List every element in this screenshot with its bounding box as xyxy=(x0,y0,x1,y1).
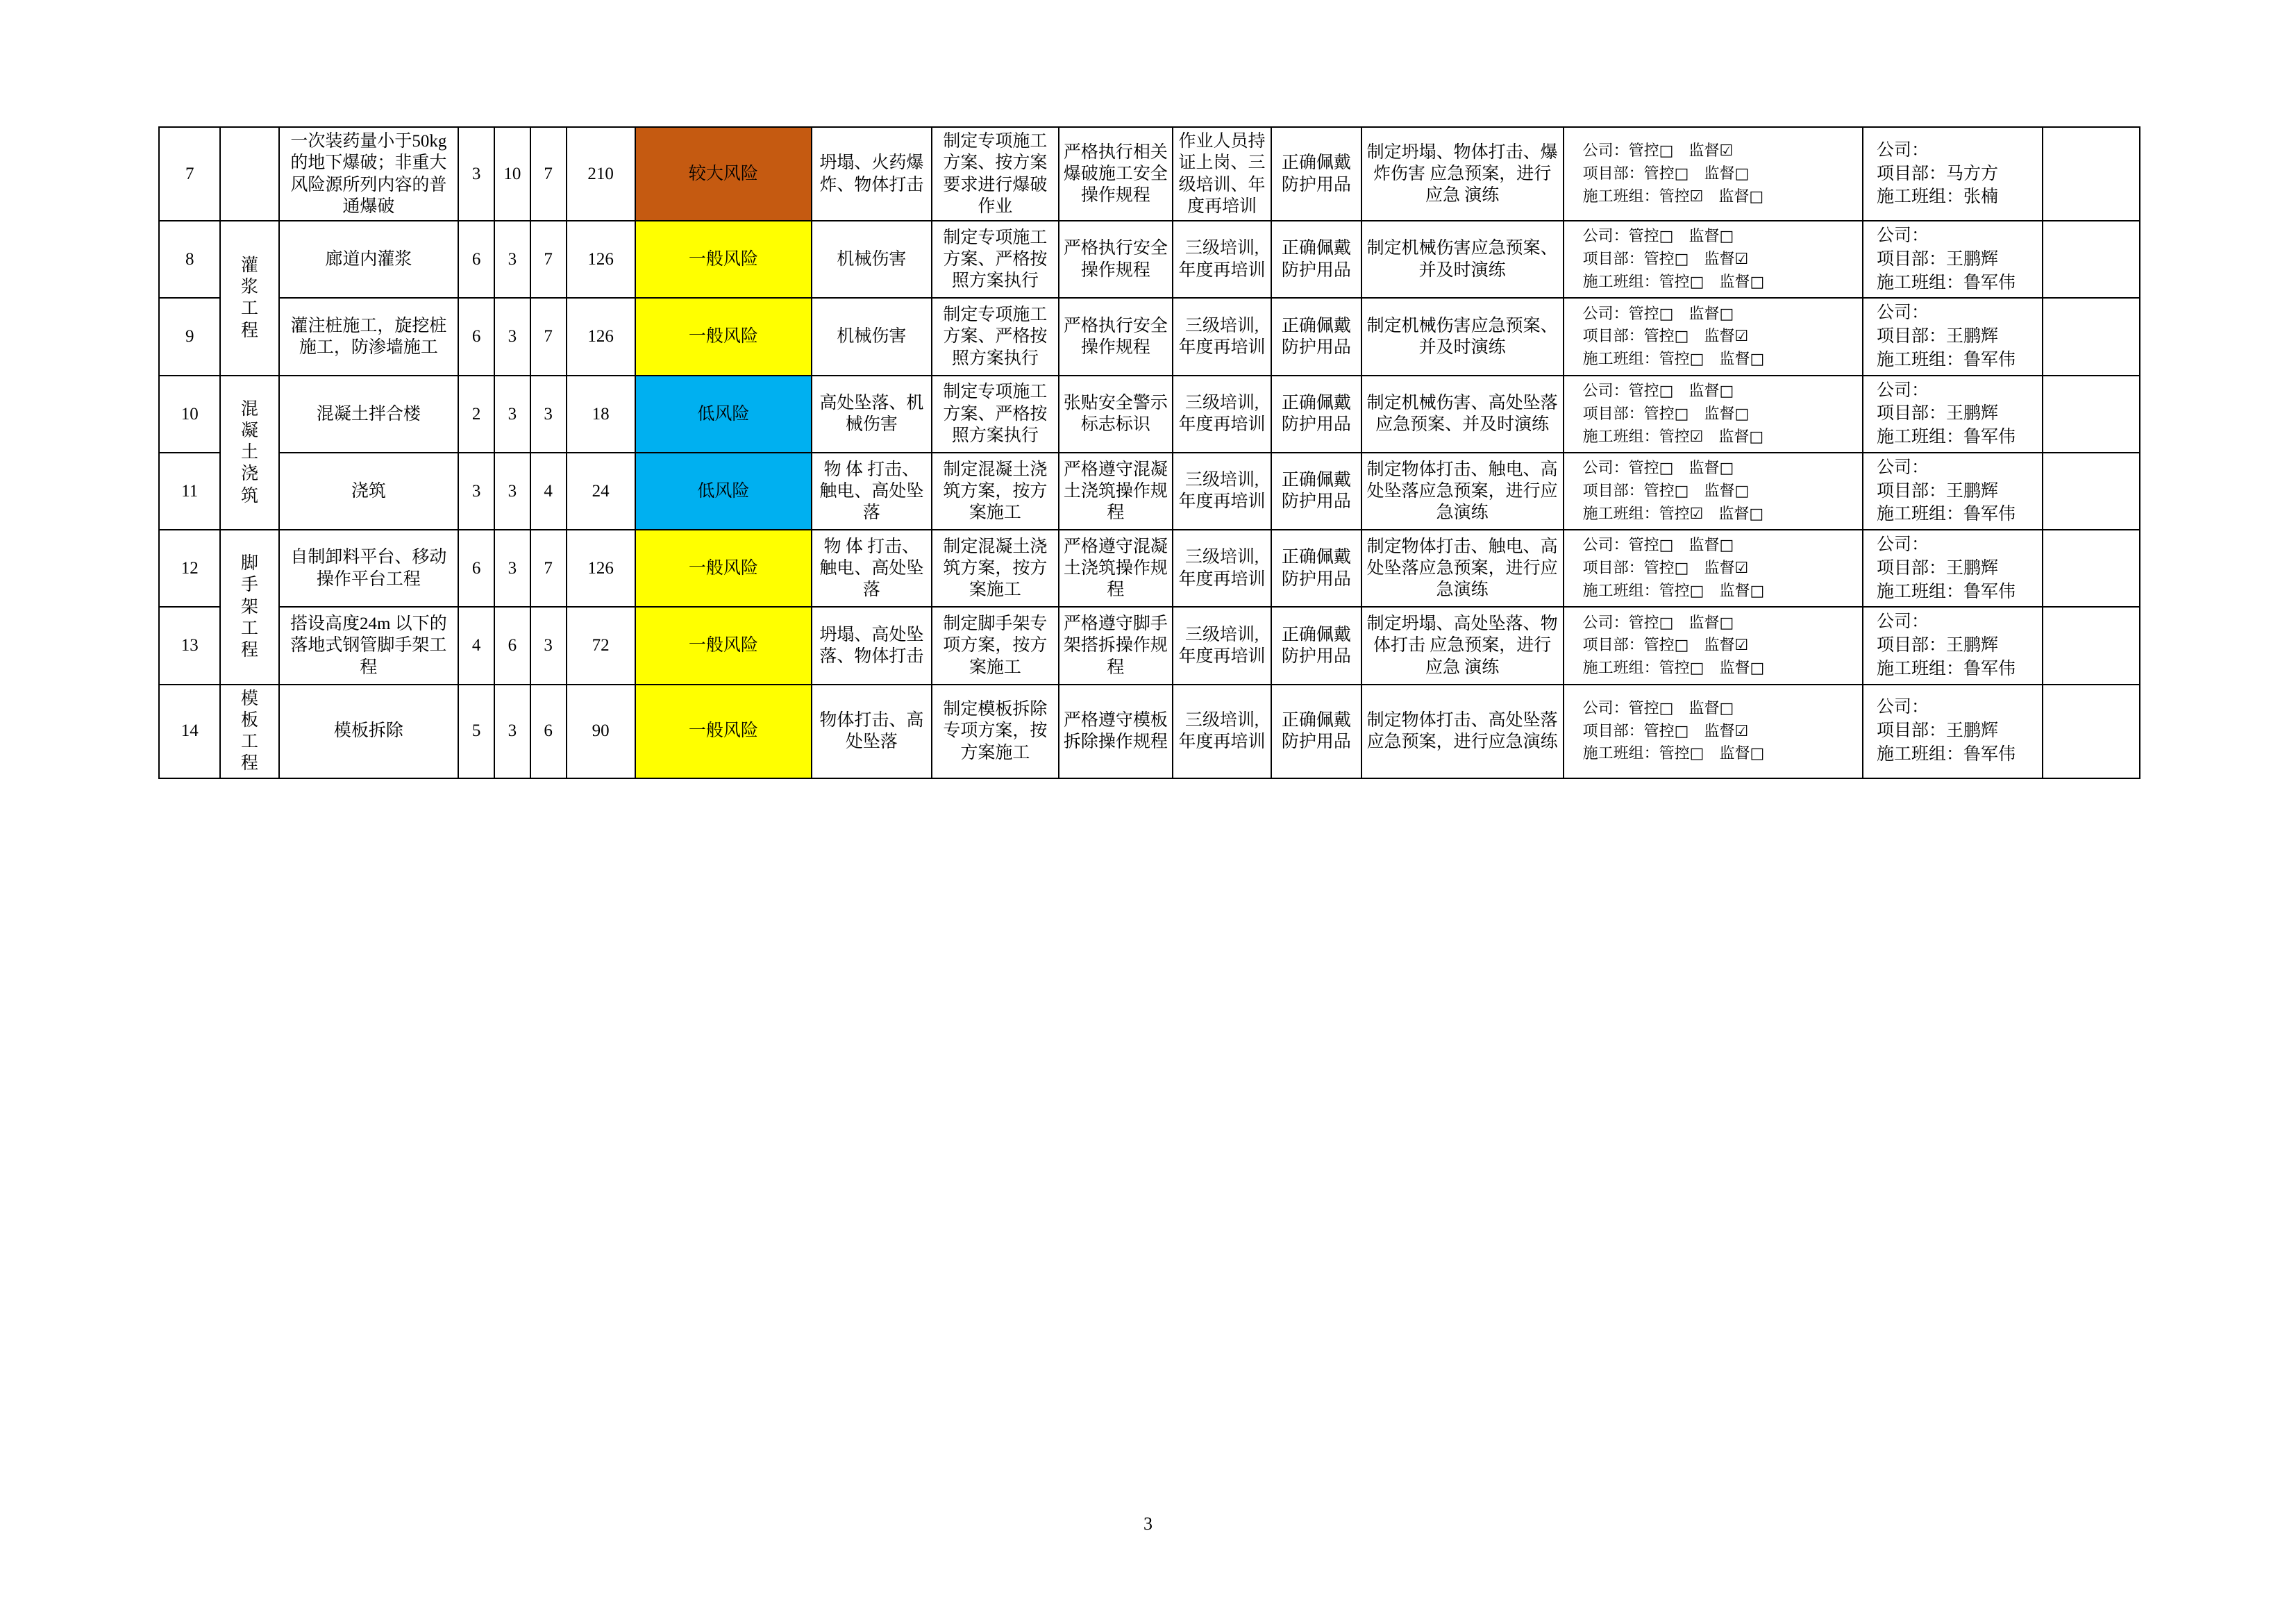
cell-consequence: 7 xyxy=(530,127,567,221)
table-row xyxy=(159,221,2140,298)
cell-risk-value: 90 xyxy=(567,685,635,778)
cell-exposure: 3 xyxy=(494,530,530,607)
cell-control-level xyxy=(1564,530,1863,607)
responsible-list xyxy=(1867,379,2038,449)
control-row-label-team: 施工班组： xyxy=(1582,744,1659,762)
cell-category xyxy=(220,685,278,778)
cell-consequence: 7 xyxy=(530,298,567,375)
cell-risk-level: 一般风险 xyxy=(635,607,812,684)
responsible-list xyxy=(1867,301,2038,371)
control-checkbox-group xyxy=(1568,380,1859,449)
table-row xyxy=(159,685,2140,778)
responsible-list xyxy=(1867,139,2038,209)
cell-remark xyxy=(2043,530,2140,607)
cell-likelihood: 4 xyxy=(458,607,494,684)
checkbox-supervise-project[interactable]: 监督☑ xyxy=(1704,722,1749,740)
checkbox-control-project[interactable]: 管控□ xyxy=(1643,251,1689,269)
cell-training: 三级培训,年度再培训 xyxy=(1173,221,1271,298)
checkbox-control-project[interactable]: 管控□ xyxy=(1643,637,1689,655)
control-row-company xyxy=(1583,697,1859,720)
checkbox-supervise-project[interactable]: 监督☑ xyxy=(1704,637,1749,655)
checkbox-supervise-team[interactable]: 监督□ xyxy=(1719,660,1765,678)
cell-exposure: 6 xyxy=(494,607,530,684)
control-row-label-company: 公司： xyxy=(1582,459,1629,477)
cell-risk-value: 126 xyxy=(567,221,635,298)
control-row-project xyxy=(1583,162,1859,185)
control-row-company xyxy=(1583,534,1859,557)
responsible-list xyxy=(1867,224,2038,294)
checkbox-supervise-company[interactable]: 监督□ xyxy=(1689,305,1734,323)
cell-likelihood: 6 xyxy=(458,298,494,375)
control-row-team xyxy=(1583,185,1859,208)
responsible-project: 项目部：马方方 xyxy=(1876,164,1998,183)
responsible-team: 施工班组：鲁军伟 xyxy=(1876,350,2016,369)
cell-measure-management: 严格遵守脚手架搭拆操作规程 xyxy=(1059,607,1173,684)
cell-remark xyxy=(2043,298,2140,375)
checkbox-supervise-company[interactable]: 监督□ xyxy=(1689,614,1734,632)
checkbox-supervise-project[interactable]: 监督□ xyxy=(1704,165,1750,183)
checkbox-control-project[interactable]: 管控□ xyxy=(1643,560,1689,578)
cell-likelihood: 2 xyxy=(458,376,494,453)
cell-remark xyxy=(2043,453,2140,530)
checkbox-control-company[interactable]: 管控□ xyxy=(1628,460,1674,478)
control-row-project xyxy=(1583,634,1859,657)
cell-control-level xyxy=(1564,221,1863,298)
control-row-team xyxy=(1583,426,1859,449)
cell-emergency-plan: 制定物体打击、触电、高处坠落应急预案，进行应急演练 xyxy=(1361,530,1564,607)
cell-remark xyxy=(2043,685,2140,778)
cell-hazard: 机械伤害 xyxy=(812,221,932,298)
table-row xyxy=(159,530,2140,607)
checkbox-supervise-project[interactable]: 监督□ xyxy=(1704,405,1750,423)
control-row-team xyxy=(1583,742,1859,765)
cell-row-number: 14 xyxy=(159,685,220,778)
cell-exposure: 3 xyxy=(494,221,530,298)
checkbox-supervise-project[interactable]: 监督☑ xyxy=(1704,251,1749,269)
cell-activity: 混凝土拌合楼 xyxy=(279,376,459,453)
table-row xyxy=(159,376,2140,453)
checkbox-control-project[interactable]: 管控□ xyxy=(1643,722,1689,740)
cell-risk-value: 18 xyxy=(567,376,635,453)
control-row-label-company: 公司： xyxy=(1582,536,1629,554)
category-label: 脚手架工程 xyxy=(240,554,258,660)
cell-consequence: 7 xyxy=(530,530,567,607)
table-row xyxy=(159,453,2140,530)
cell-measure-technical: 制定专项施工方案、严格按照方案执行 xyxy=(932,376,1059,453)
cell-row-number: 8 xyxy=(159,221,220,298)
responsible-team: 施工班组：鲁军伟 xyxy=(1876,428,2016,446)
cell-measure-management: 张贴安全警示标志标识 xyxy=(1059,376,1173,453)
responsible-list xyxy=(1867,533,2038,603)
checkbox-control-company[interactable]: 管控□ xyxy=(1628,228,1674,246)
cell-control-level xyxy=(1564,453,1863,530)
checkbox-control-team[interactable]: 管控□ xyxy=(1659,583,1704,601)
cell-control-level xyxy=(1564,685,1863,778)
cell-measure-technical: 制定模板拆除专项方案，按方案施工 xyxy=(932,685,1059,778)
cell-emergency-plan: 制定坍塌、物体打击、爆炸伤害 应急预案，进行应急 演练 xyxy=(1361,127,1564,221)
checkbox-control-company[interactable]: 管控□ xyxy=(1628,537,1674,555)
cell-likelihood: 6 xyxy=(458,221,494,298)
checkbox-supervise-company[interactable]: 监督□ xyxy=(1689,228,1734,246)
cell-hazard: 高处坠落、机械伤害 xyxy=(812,376,932,453)
control-row-label-project: 项目部： xyxy=(1582,327,1644,345)
cell-consequence: 3 xyxy=(530,376,567,453)
cell-measure-technical: 制定专项施工方案、按方案要求进行爆破作业 xyxy=(932,127,1059,221)
control-row-label-project: 项目部： xyxy=(1582,559,1644,577)
cell-exposure: 3 xyxy=(494,298,530,375)
checkbox-supervise-team[interactable]: 监督□ xyxy=(1719,274,1765,292)
control-checkbox-group xyxy=(1568,612,1859,680)
control-row-project xyxy=(1583,480,1859,503)
checkbox-control-team[interactable]: 管控□ xyxy=(1659,660,1704,678)
cell-likelihood: 5 xyxy=(458,685,494,778)
control-row-label-team: 施工班组： xyxy=(1582,504,1659,522)
cell-activity: 灌注桩施工，旋挖桩施工，防渗墙施工 xyxy=(279,298,459,375)
cell-ppe: 正确佩戴防护用品 xyxy=(1271,685,1361,778)
table-row xyxy=(159,607,2140,684)
cell-training: 三级培训,年度再培训 xyxy=(1173,607,1271,684)
responsible-project: 项目部：王鹏辉 xyxy=(1876,481,1998,501)
cell-responsible-person xyxy=(1863,685,2043,778)
cell-consequence: 6 xyxy=(530,685,567,778)
cell-category xyxy=(220,376,278,530)
control-row-label-team: 施工班组： xyxy=(1582,582,1659,600)
cell-measure-management: 严格遵守模板拆除操作规程 xyxy=(1059,685,1173,778)
cell-row-number: 10 xyxy=(159,376,220,453)
control-row-label-company: 公司： xyxy=(1582,304,1629,322)
control-checkbox-group xyxy=(1568,697,1859,766)
responsible-company: 公司： xyxy=(1876,303,1929,323)
checkbox-supervise-project[interactable]: 监督☑ xyxy=(1704,560,1749,578)
checkbox-supervise-company[interactable]: 监督☑ xyxy=(1689,142,1734,160)
cell-remark xyxy=(2043,376,2140,453)
cell-ppe: 正确佩戴防护用品 xyxy=(1271,530,1361,607)
cell-consequence: 3 xyxy=(530,607,567,684)
cell-category xyxy=(220,530,278,685)
control-checkbox-group xyxy=(1568,225,1859,294)
control-row-label-project: 项目部： xyxy=(1582,165,1644,183)
control-row-label-project: 项目部： xyxy=(1582,721,1644,739)
cell-row-number: 12 xyxy=(159,530,220,607)
table-row xyxy=(159,298,2140,375)
control-row-project xyxy=(1583,720,1859,743)
control-row-label-company: 公司： xyxy=(1582,142,1629,160)
responsible-list xyxy=(1867,610,2038,680)
control-checkbox-group xyxy=(1568,303,1859,371)
cell-risk-level: 一般风险 xyxy=(635,530,812,607)
control-checkbox-group xyxy=(1568,534,1859,603)
control-row-label-project: 项目部： xyxy=(1582,404,1644,422)
responsible-list xyxy=(1867,456,2038,526)
responsible-project: 项目部：王鹏辉 xyxy=(1876,404,1998,424)
cell-exposure: 10 xyxy=(494,127,530,221)
cell-responsible-person xyxy=(1863,221,2043,298)
control-row-company xyxy=(1583,303,1859,326)
control-row-company xyxy=(1583,140,1859,162)
cell-exposure: 3 xyxy=(494,453,530,530)
responsible-project: 项目部：王鹏辉 xyxy=(1876,721,1998,741)
control-row-project xyxy=(1583,403,1859,426)
cell-ppe: 正确佩戴防护用品 xyxy=(1271,376,1361,453)
control-row-team xyxy=(1583,657,1859,680)
category-label: 混凝土浇筑 xyxy=(240,399,258,505)
control-checkbox-group xyxy=(1568,457,1859,526)
control-row-project xyxy=(1583,325,1859,348)
cell-control-level xyxy=(1564,376,1863,453)
responsible-project: 项目部：王鹏辉 xyxy=(1876,327,1998,346)
cell-hazard: 物 体 打击、触电、高处坠落 xyxy=(812,453,932,530)
cell-measure-management: 严格执行安全操作规程 xyxy=(1059,221,1173,298)
responsible-company: 公司： xyxy=(1876,535,1929,554)
checkbox-control-team[interactable]: 管控☑ xyxy=(1659,505,1704,523)
checkbox-supervise-company[interactable]: 监督□ xyxy=(1689,460,1734,478)
control-row-label-company: 公司： xyxy=(1582,613,1629,631)
cell-measure-technical: 制定混凝土浇筑方案，按方案施工 xyxy=(932,453,1059,530)
checkbox-supervise-team[interactable]: 监督□ xyxy=(1719,351,1765,369)
cell-risk-value: 72 xyxy=(567,607,635,684)
cell-risk-level: 较大风险 xyxy=(635,127,812,221)
cell-training: 三级培训,年度再培训 xyxy=(1173,530,1271,607)
cell-measure-management: 严格遵守混凝土浇筑操作规程 xyxy=(1059,530,1173,607)
checkbox-control-team[interactable]: 管控☑ xyxy=(1659,187,1704,206)
cell-training: 作业人员持证上岗、三级培训、年度再培训 xyxy=(1173,127,1271,221)
cell-activity: 浇筑 xyxy=(279,453,459,530)
checkbox-control-project[interactable]: 管控□ xyxy=(1643,328,1689,346)
cell-emergency-plan: 制定物体打击、触电、高处坠落应急预案，进行应急演练 xyxy=(1361,453,1564,530)
risk-assessment-table xyxy=(158,126,2140,779)
checkbox-supervise-company[interactable]: 监督□ xyxy=(1689,537,1734,555)
responsible-team: 施工班组：张楠 xyxy=(1876,187,1998,207)
cell-activity: 自制卸料平台、移动操作平台工程 xyxy=(279,530,459,607)
cell-hazard: 机械伤害 xyxy=(812,298,932,375)
checkbox-control-team[interactable]: 管控☑ xyxy=(1659,428,1704,446)
control-row-label-team: 施工班组： xyxy=(1582,187,1659,205)
responsible-company: 公司： xyxy=(1876,698,1929,717)
cell-measure-management: 严格执行相关爆破施工安全操作规程 xyxy=(1059,127,1173,221)
control-row-label-project: 项目部： xyxy=(1582,481,1644,499)
checkbox-control-company[interactable]: 管控□ xyxy=(1628,305,1674,323)
cell-remark xyxy=(2043,221,2140,298)
cell-measure-technical: 制定专项施工方案、严格按照方案执行 xyxy=(932,221,1059,298)
checkbox-control-company[interactable]: 管控□ xyxy=(1628,614,1674,632)
responsible-team: 施工班组：鲁军伟 xyxy=(1876,273,2016,292)
control-row-company xyxy=(1583,380,1859,403)
category-label: 模板工程 xyxy=(240,689,258,773)
cell-ppe: 正确佩戴防护用品 xyxy=(1271,127,1361,221)
cell-emergency-plan: 制定机械伤害、高处坠落应急预案、并及时演练 xyxy=(1361,376,1564,453)
cell-risk-value: 24 xyxy=(567,453,635,530)
cell-activity: 搭设高度24m 以下的落地式钢管脚手架工程 xyxy=(279,607,459,684)
control-row-team xyxy=(1583,503,1859,526)
cell-responsible-person xyxy=(1863,530,2043,607)
cell-emergency-plan: 制定机械伤害应急预案、并及时演练 xyxy=(1361,298,1564,375)
responsible-team: 施工班组：鲁军伟 xyxy=(1876,582,2016,601)
cell-ppe: 正确佩戴防护用品 xyxy=(1271,607,1361,684)
checkbox-control-company[interactable]: 管控□ xyxy=(1628,382,1674,400)
control-row-company xyxy=(1583,225,1859,248)
cell-risk-value: 126 xyxy=(567,298,635,375)
checkbox-supervise-company[interactable]: 监督□ xyxy=(1689,382,1734,400)
cell-row-number: 13 xyxy=(159,607,220,684)
checkbox-supervise-team[interactable]: 监督□ xyxy=(1718,187,1764,206)
cell-emergency-plan: 制定机械伤害应急预案、并及时演练 xyxy=(1361,221,1564,298)
page-number: 3 xyxy=(1143,1514,1153,1534)
checkbox-supervise-team[interactable]: 监督□ xyxy=(1719,745,1765,763)
cell-hazard: 物 体 打击、触电、高处坠落 xyxy=(812,530,932,607)
checkbox-supervise-team[interactable]: 监督□ xyxy=(1719,583,1765,601)
responsible-company: 公司： xyxy=(1876,226,1929,245)
cell-activity: 廊道内灌浆 xyxy=(279,221,459,298)
control-row-company xyxy=(1583,612,1859,635)
cell-control-level xyxy=(1564,298,1863,375)
cell-likelihood: 3 xyxy=(458,453,494,530)
cell-risk-level: 低风险 xyxy=(635,376,812,453)
cell-training: 三级培训,年度再培训 xyxy=(1173,298,1271,375)
cell-likelihood: 6 xyxy=(458,530,494,607)
checkbox-supervise-company[interactable]: 监督□ xyxy=(1689,699,1734,717)
cell-risk-level: 一般风险 xyxy=(635,221,812,298)
cell-remark xyxy=(2043,607,2140,684)
cell-emergency-plan: 制定物体打击、高处坠落应急预案，进行应急演练 xyxy=(1361,685,1564,778)
control-row-project xyxy=(1583,557,1859,580)
responsible-company: 公司： xyxy=(1876,380,1929,400)
cell-hazard: 坍塌、高处坠落、物体打击 xyxy=(812,607,932,684)
cell-responsible-person xyxy=(1863,453,2043,530)
responsible-team: 施工班组：鲁军伟 xyxy=(1876,505,2016,524)
responsible-company: 公司： xyxy=(1876,140,1929,160)
responsible-project: 项目部：王鹏辉 xyxy=(1876,249,1998,269)
category-label: 灌浆工程 xyxy=(240,256,258,340)
control-row-team xyxy=(1583,580,1859,603)
control-row-label-project: 项目部： xyxy=(1582,250,1644,268)
checkbox-control-project[interactable]: 管控□ xyxy=(1643,405,1689,423)
cell-responsible-person xyxy=(1863,607,2043,684)
responsible-team: 施工班组：鲁军伟 xyxy=(1876,659,2016,678)
checkbox-supervise-team[interactable]: 监督□ xyxy=(1718,428,1764,446)
checkbox-control-team[interactable]: 管控□ xyxy=(1659,351,1704,369)
control-row-label-team: 施工班组： xyxy=(1582,273,1659,291)
cell-measure-management: 严格执行安全操作规程 xyxy=(1059,298,1173,375)
control-row-label-company: 公司： xyxy=(1582,698,1629,717)
cell-remark xyxy=(2043,127,2140,221)
checkbox-supervise-project[interactable]: 监督☑ xyxy=(1704,328,1749,346)
cell-risk-value: 210 xyxy=(567,127,635,221)
cell-measure-management: 严格遵守混凝土浇筑操作规程 xyxy=(1059,453,1173,530)
cell-risk-value: 126 xyxy=(567,530,635,607)
control-row-team xyxy=(1583,348,1859,371)
responsible-project: 项目部：王鹏辉 xyxy=(1876,558,1998,578)
table-body xyxy=(159,127,2140,778)
cell-responsible-person xyxy=(1863,376,2043,453)
responsible-list xyxy=(1867,696,2038,766)
cell-row-number: 7 xyxy=(159,127,220,221)
cell-activity: 一次装药量小于50kg的地下爆破；非重大风险源所列内容的普通爆破 xyxy=(279,127,459,221)
cell-ppe: 正确佩戴防护用品 xyxy=(1271,453,1361,530)
cell-control-level xyxy=(1564,127,1863,221)
cell-row-number: 11 xyxy=(159,453,220,530)
checkbox-control-team[interactable]: 管控□ xyxy=(1659,274,1704,292)
responsible-company: 公司： xyxy=(1876,612,1929,632)
control-row-label-team: 施工班组： xyxy=(1582,350,1659,368)
responsible-company: 公司： xyxy=(1876,458,1929,477)
cell-category xyxy=(220,127,278,221)
cell-consequence: 4 xyxy=(530,453,567,530)
control-row-label-team: 施工班组： xyxy=(1582,427,1659,445)
checkbox-control-project[interactable]: 管控□ xyxy=(1643,482,1689,500)
checkbox-supervise-project[interactable]: 监督□ xyxy=(1704,482,1750,500)
table-row xyxy=(159,127,2140,221)
checkbox-control-project[interactable]: 管控□ xyxy=(1643,165,1689,183)
cell-training: 三级培训,年度再培训 xyxy=(1173,453,1271,530)
checkbox-control-company[interactable]: 管控□ xyxy=(1628,142,1674,160)
cell-measure-technical: 制定混凝土浇筑方案，按方案施工 xyxy=(932,530,1059,607)
checkbox-control-team[interactable]: 管控□ xyxy=(1659,745,1704,763)
cell-activity: 模板拆除 xyxy=(279,685,459,778)
checkbox-control-company[interactable]: 管控□ xyxy=(1628,699,1674,717)
control-row-label-project: 项目部： xyxy=(1582,636,1644,654)
control-row-label-company: 公司： xyxy=(1582,227,1629,245)
cell-ppe: 正确佩戴防护用品 xyxy=(1271,221,1361,298)
cell-row-number: 9 xyxy=(159,298,220,375)
cell-responsible-person xyxy=(1863,298,2043,375)
cell-training: 三级培训,年度再培训 xyxy=(1173,685,1271,778)
cell-ppe: 正确佩戴防护用品 xyxy=(1271,298,1361,375)
control-row-project xyxy=(1583,248,1859,271)
control-row-label-company: 公司： xyxy=(1582,381,1629,399)
cell-exposure: 3 xyxy=(494,685,530,778)
cell-measure-technical: 制定脚手架专项方案，按方案施工 xyxy=(932,607,1059,684)
control-checkbox-group xyxy=(1568,140,1859,208)
cell-likelihood: 3 xyxy=(458,127,494,221)
control-row-company xyxy=(1583,457,1859,480)
cell-emergency-plan: 制定坍塌、高处坠落、物体打击 应急预案，进行应急 演练 xyxy=(1361,607,1564,684)
cell-risk-level: 一般风险 xyxy=(635,298,812,375)
responsible-team: 施工班组：鲁军伟 xyxy=(1876,744,2016,764)
cell-responsible-person xyxy=(1863,127,2043,221)
cell-category xyxy=(220,221,278,376)
cell-risk-level: 低风险 xyxy=(635,453,812,530)
cell-exposure: 3 xyxy=(494,376,530,453)
control-row-label-team: 施工班组： xyxy=(1582,659,1659,677)
cell-hazard: 物体打击、高处坠落 xyxy=(812,685,932,778)
cell-consequence: 7 xyxy=(530,221,567,298)
control-row-team xyxy=(1583,271,1859,294)
responsible-project: 项目部：王鹏辉 xyxy=(1876,636,1998,655)
cell-measure-technical: 制定专项施工方案、严格按照方案执行 xyxy=(932,298,1059,375)
cell-training: 三级培训,年度再培训 xyxy=(1173,376,1271,453)
cell-risk-level: 一般风险 xyxy=(635,685,812,778)
checkbox-supervise-team[interactable]: 监督□ xyxy=(1718,505,1764,523)
cell-control-level xyxy=(1564,607,1863,684)
cell-hazard: 坍塌、火药爆炸、物体打击 xyxy=(812,127,932,221)
